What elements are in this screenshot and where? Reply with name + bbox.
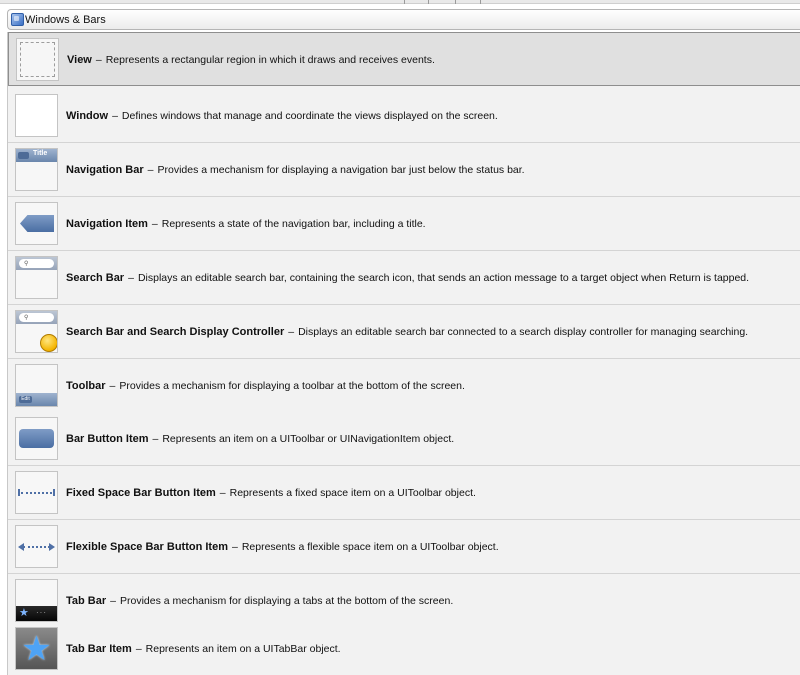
library-category-popup[interactable] [7, 9, 800, 30]
library-item-navigation-bar[interactable] [8, 143, 800, 197]
item-description: Represents a state of the navigation bar, including a title. [161, 217, 426, 230]
item-separator: – [95, 53, 102, 66]
tab-bar-item-icon [15, 627, 58, 670]
navigation-bar-icon-title: Title [33, 150, 48, 157]
flexible-space-icon [15, 525, 58, 568]
library-item-search-display-controller[interactable] [8, 305, 800, 359]
item-name: Search Bar and Search Display Controller [66, 325, 285, 338]
item-name: Tab Bar [66, 594, 107, 607]
item-name: Flexible Space Bar Button Item [66, 540, 228, 553]
view-icon [16, 38, 59, 81]
search-bar-icon: ⚲ [15, 256, 58, 299]
library-category-label: Windows & Bars [25, 13, 106, 26]
library-item-search-bar[interactable] [8, 251, 800, 305]
library-item-view[interactable] [8, 32, 800, 86]
star-icon: ★ [21, 629, 52, 668]
item-separator: – [109, 379, 116, 392]
item-description: Represents an item on a UIToolbar or UINavigationItem object. [162, 432, 455, 445]
library-item-window[interactable] [8, 89, 800, 143]
object-library-cube-icon [11, 13, 24, 26]
item-description: Represents a fixed space item on a UIToolbar object. [229, 486, 476, 499]
object-library-list[interactable] [7, 32, 800, 675]
item-name: Tab Bar Item [66, 642, 132, 655]
window-top-strip [0, 0, 800, 4]
fixed-space-icon [15, 471, 58, 514]
toolbar-icon [15, 364, 58, 407]
library-item-tab-bar-item[interactable] [8, 622, 800, 675]
item-separator: – [288, 325, 295, 338]
item-name: Navigation Bar [66, 163, 144, 176]
toolbar-divider [404, 0, 405, 4]
item-separator: – [219, 486, 226, 499]
item-description: Provides a mechanism for displaying a tabs at the bottom of the screen. [119, 594, 454, 607]
item-name: Search Bar [66, 271, 125, 284]
tab-bar-icon: ★ ··· [15, 579, 58, 622]
item-separator: – [152, 432, 159, 445]
item-name: Fixed Space Bar Button Item [66, 486, 216, 499]
item-separator: – [128, 271, 134, 284]
item-description: Provides a mechanism for displaying a toolbar at the bottom of the screen. [119, 379, 465, 392]
item-name: Navigation Item [66, 217, 148, 230]
item-name: View [67, 53, 92, 66]
toolbar-divider [455, 0, 456, 4]
item-name: Window [66, 109, 109, 122]
window-icon [15, 94, 58, 137]
item-separator: – [135, 642, 142, 655]
item-description: Defines windows that manage and coordinate the views displayed on the screen. [121, 109, 498, 122]
item-name: Toolbar [66, 379, 106, 392]
item-separator: – [110, 594, 116, 607]
library-item-tab-bar[interactable] [8, 574, 800, 628]
library-item-navigation-item[interactable] [8, 197, 800, 251]
item-name: Bar Button Item [66, 432, 149, 445]
toolbar-divider [428, 0, 429, 4]
navigation-bar-icon [15, 148, 58, 191]
item-description: Represents an item on a UITabBar object. [145, 642, 341, 655]
item-separator: – [231, 540, 238, 553]
toolbar-divider [480, 0, 481, 4]
item-separator: – [147, 163, 154, 176]
toolbar-icon-edit: Edit [19, 396, 32, 403]
library-item-bar-button-item[interactable] [8, 412, 800, 466]
item-description: Provides a mechanism for displaying a navigation bar just below the status bar. [157, 163, 525, 176]
library-item-toolbar[interactable] [8, 359, 800, 413]
item-separator: – [112, 109, 118, 122]
item-description: Represents a flexible space item on a UIToolbar object. [241, 540, 499, 553]
item-description: Displays an editable search bar, containing the search icon, that sends an action message to a target object when Return is tapped. [137, 271, 750, 284]
library-item-flexible-space[interactable] [8, 520, 800, 574]
item-separator: – [151, 217, 158, 230]
bar-button-item-icon [15, 417, 58, 460]
item-description: Represents a rectangular region in which it draws and receives events. [105, 53, 435, 66]
search-display-controller-icon: ⚲ [15, 310, 58, 353]
navigation-item-icon [15, 202, 58, 245]
library-item-fixed-space[interactable] [8, 466, 800, 520]
item-description: Displays an editable search bar connected to a search display controller for managing searching. [298, 325, 749, 338]
